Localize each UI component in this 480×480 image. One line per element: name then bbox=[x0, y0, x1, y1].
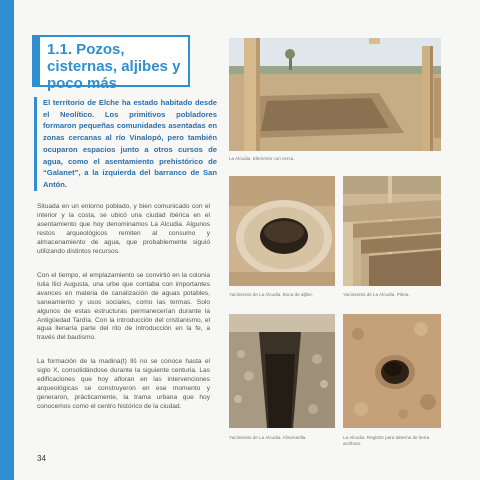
page-number: 34 bbox=[37, 454, 46, 463]
photo-caption-3: Yacimiento de La Alcudia. Pileta. bbox=[343, 292, 410, 297]
body-paragraph-2: Con el tiempo, el emplazamiento se convirtió en la colonia Iulia Ilici Augusta, una urbe que contaba con importantes avances en materia de canalización de aguas potables, saneamiento y usos sociales, como las termas. Solo algunos de estas estructuras permanecerían durante la Antigüedad Tardía. Con la introducción del cristianismo, el agua llenaría parte del rito de introducción en la fe, a través del bautismo. bbox=[37, 272, 210, 342]
intro-paragraph: El territorio de Elche ha estado habitado desde el Neolítico. Los primitivos pobladores formaron pequeñas comunidades asentadas en zonas cercanas al río Vinalopó, pero también ocuparon espacios junto a otros cursos de agua, como el asentamiento prehistórico de “Galanet”, a la izquierda del barranco de San Antón. bbox=[34, 97, 217, 191]
body-paragraph-1: Situada en un entorno poblado, y bien comunicado con el interior y la costa, se ubicó una ciudad ibérica en el asentamiento que hoy denominamos La Alcudia. Algunos restos arqueológicos remiten al consumo y almacenamiento de agua, que probablemente siguió utilizando distintos recursos. bbox=[37, 203, 210, 255]
photo-stone-shaft bbox=[229, 314, 335, 428]
photo-caption-2: Yacimiento de La Alcudia. Boca de aljibe. bbox=[229, 292, 313, 297]
section-title-box bbox=[32, 35, 190, 92]
photo-caption-4: Yacimiento de La Alcudia. Almenarilla. bbox=[229, 435, 307, 440]
photo-site-columns bbox=[229, 38, 441, 151]
photo-ground-hole bbox=[343, 314, 441, 428]
body-paragraph-3: La formación de la madina(t) Ilš no se conoce hasta el siglo X, consolidándose durante la siguiente centuria. Las edificaciones que hoy afloran en las intervenciones arqueológicas se construyeron en ese momento y generaron, prácticamente, la trama urbana que hoy conocemos como el centro histórico de la ciudad. bbox=[37, 358, 210, 410]
photo-stepped-basin bbox=[343, 176, 441, 286]
photo-caption-5: La Alcudia. Registro para taberna de tierra arcillosa. bbox=[343, 435, 430, 446]
section-title: 1.1. Pozos, cisternas, aljibes y poco más bbox=[47, 41, 181, 92]
photo-well-mouth bbox=[229, 176, 335, 286]
photo-caption-1: La Alcudia. Elemento con cerca. bbox=[229, 156, 295, 161]
blue-edge-bar bbox=[0, 0, 14, 480]
